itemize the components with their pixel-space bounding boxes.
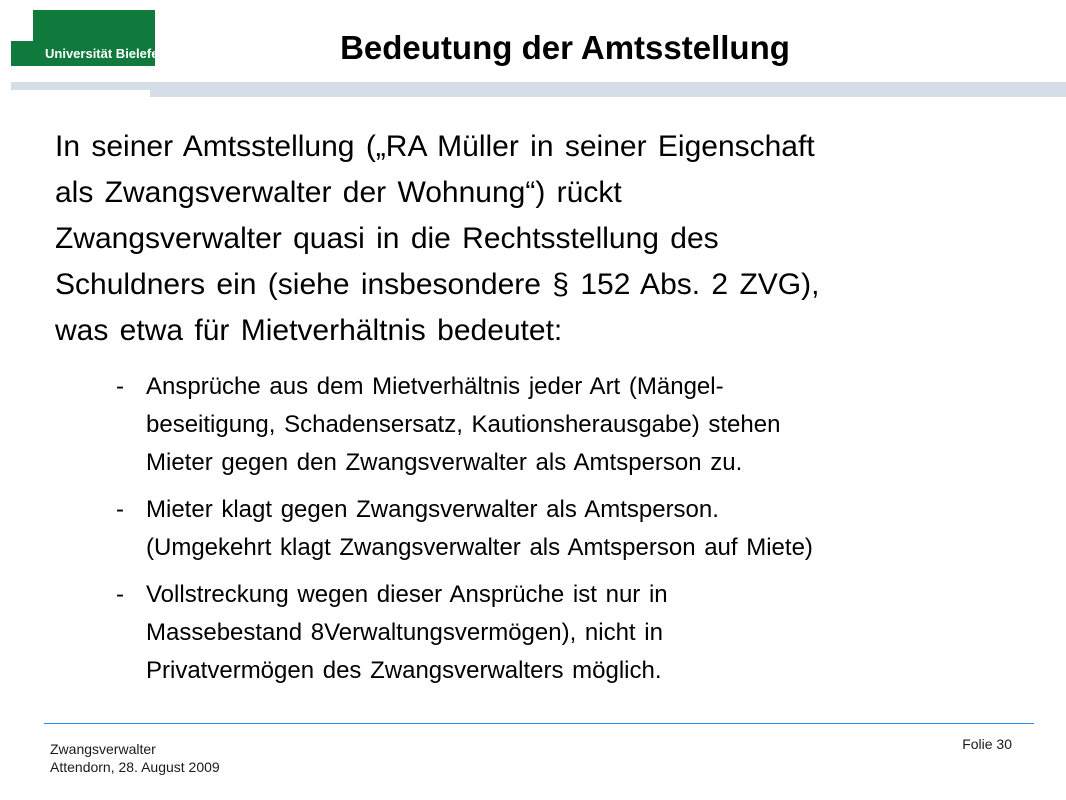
slide-number: Folie 30 — [962, 736, 1012, 752]
footer-info — [50, 740, 220, 776]
main-paragraph-line: was etwa für Mietverhältnis bedeutet: — [55, 314, 563, 347]
main-paragraph-line: als Zwangsverwalter der Wohnung“) rückt — [55, 176, 622, 209]
bullet-line: (Umgekehrt klagt Zwangsverwalter als Amtsperson auf Miete) — [146, 534, 813, 561]
main-paragraph-line: Schuldners ein (siehe insbesondere § 152 Abs. 2 ZVG), — [55, 268, 820, 301]
bullet-dash: - — [116, 581, 124, 608]
bullet-item — [116, 368, 1046, 482]
logo-notch — [11, 10, 33, 41]
footer-topic: Zwangsverwalter — [50, 741, 156, 757]
logo-text: Universität Bielefeld — [45, 46, 170, 61]
footer-place-date: Attendorn, 28. August 2009 — [50, 759, 220, 775]
slide-title: Bedeutung der Amtsstellung — [340, 29, 790, 66]
bullet-item — [116, 576, 1046, 690]
header-bar-right — [150, 90, 1066, 97]
main-paragraph-line: Zwangsverwalter quasi in die Rechtsstellung des — [55, 222, 719, 255]
bullet-line: Vollstreckung wegen dieser Ansprüche ist nur in — [146, 581, 668, 608]
main-paragraph-line: In seiner Amtsstellung („RA Müller in seiner Eigenschaft — [55, 130, 815, 163]
bullet-list — [116, 368, 1046, 690]
bullet-line: Ansprüche aus dem Mietverhältnis jeder Art (Mängel- — [146, 373, 724, 400]
university-logo — [11, 10, 170, 66]
main-paragraph — [55, 124, 1045, 354]
footer-rule — [44, 723, 1034, 724]
bullet-line: Mieter gegen den Zwangsverwalter als Amtsperson zu. — [146, 449, 743, 476]
header-bar-top — [11, 82, 1066, 90]
bullet-item — [116, 491, 1046, 567]
bullet-line: beseitigung, Schadensersatz, Kautionsherausgabe) stehen — [146, 411, 781, 438]
bullet-line: Massebestand 8Verwaltungsvermögen), nicht in — [146, 619, 663, 646]
bullet-line: Mieter klagt gegen Zwangsverwalter als Amtsperson. — [146, 496, 719, 523]
bullet-dash: - — [116, 373, 124, 400]
bullet-dash: - — [116, 496, 124, 523]
bullet-line: Privatvermögen des Zwangsverwalters möglich. — [146, 657, 662, 684]
